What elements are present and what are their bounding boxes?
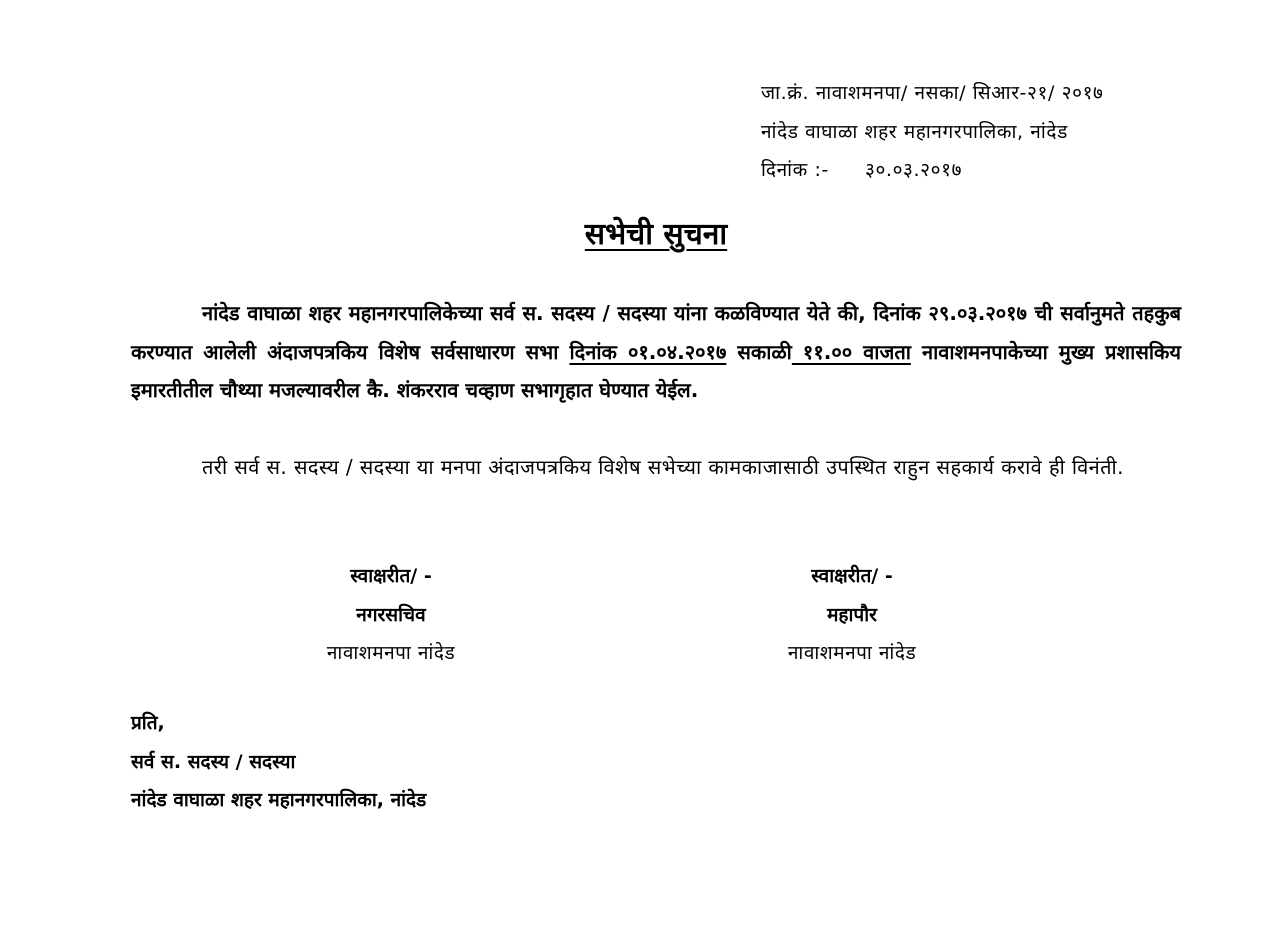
signatory-organisation: नावाशमनपा नांदेड xyxy=(787,642,917,664)
recipient-label: प्रति, xyxy=(131,712,165,734)
notice-text-part1: नांदेड वाघाळा शहर महानगरपालिकेच्या सर्व स. सदस्य / सदस्या यांना कळविण्यात येते की, दिनांक २९.०३.२०१७ ची सर्वानुमते तहकुब करण्यात आलेली अंदाजपत्रकिय विशेष सर्वसाधारण सभा xyxy=(131,301,1181,364)
reference-block xyxy=(761,74,1201,190)
signature-mark: स्वाक्षरीत/ - xyxy=(811,565,893,587)
recipient-line-corporation: नांदेड वाघाळा शहर महानगरपालिका, नांदेड xyxy=(131,789,427,811)
notice-paragraph-request xyxy=(131,448,1181,487)
notice-text-part2: सकाळी xyxy=(726,339,792,364)
issue-date-label: दिनांक :- xyxy=(761,159,829,181)
signatory-role: महापौर xyxy=(827,603,877,626)
issuing-office: नांदेड वाघाळा शहर महानगरपालिका, नांदेड xyxy=(761,120,1068,143)
signature-mark: स्वाक्षरीत/ - xyxy=(350,565,432,587)
signatory-role: नगरसचिव xyxy=(356,603,426,626)
notice-text-part3: नावाशमनपाकेच्या मुख्य प्रशासकिय इमारतीतील चौथ्या मजल्यावरील कै. शंकरराव चव्हाण सभागृहात घेण्यात येईल. xyxy=(131,339,1181,402)
reference-number: जा.क्रं. नावाशमनपा/ नसका/ सिआर-२१/ २०१७ xyxy=(761,82,1104,104)
recipient-line-members: सर्व स. सदस्य / सदस्या xyxy=(131,750,296,773)
issue-date xyxy=(761,151,1201,190)
notice-paragraph-main xyxy=(131,294,1181,410)
notice-title: सभेची सुचना xyxy=(584,217,728,252)
issue-date-value: ३०.०३.२०१७ xyxy=(864,159,963,181)
signatory-organisation: नावाशमनपा नांदेड xyxy=(326,642,456,664)
recipient-block xyxy=(131,704,731,820)
signature-block-mayor xyxy=(697,557,1007,673)
request-text: तरी सर्व स. सदस्य / सदस्या या मनपा अंदाजपत्रकिय विशेष सभेच्या कामकाजासाठी उपस्थित राहुन सहकार्य करावे ही विनंती. xyxy=(202,455,1124,479)
signature-block-secretary xyxy=(236,557,546,673)
meeting-date: दिनांक ०१.०४.२०१७ xyxy=(569,339,727,364)
meeting-time: ११.०० वाजता xyxy=(791,339,911,364)
